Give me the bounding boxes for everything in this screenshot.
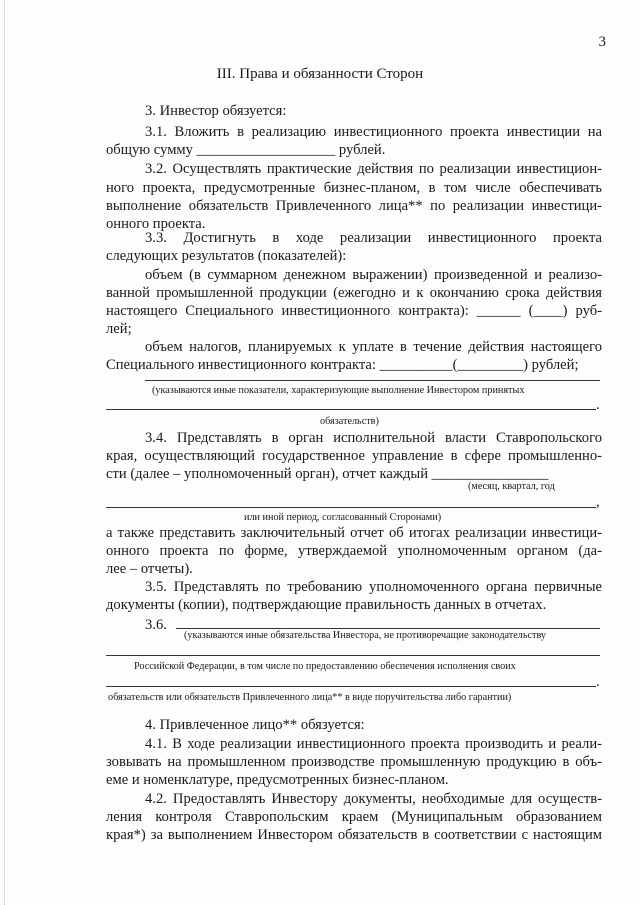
paragraph-line: 3.2. Осуществлять практические действия по реализации инвестицион- [145,161,602,177]
punctuation: . [596,674,600,690]
field-hint: или иной период, согласованный Сторонами) [244,512,442,523]
paragraph-line: края*) за выполнением Инвестором обязательств в соответствии с настоящим [106,827,602,843]
paragraph-line: лей; [106,321,132,337]
paragraph-line: лее – отчеты). [106,561,193,577]
paragraph-line: объем налогов, планируемых к уплате в течение действия настоящего [145,339,602,355]
paragraph-line: 3. Инвестор обязуется: [145,103,287,119]
paragraph-line: 3.6. [145,617,167,633]
punctuation: . [596,397,600,413]
paragraph-line: ления контроля Ставропольским краем (Муниципальным образованием [106,809,602,825]
fill-in-line [106,655,600,656]
paragraph-line: документы (копии), подтверждающие правильность данных в отчетах. [106,597,547,613]
fill-in-line [106,507,596,508]
fill-in-line [176,628,600,629]
field-hint: (указываются иные показатели, характеризующие выполнение Инвестором принятых [152,385,525,396]
paragraph-line: зовывать на промышленном производстве промышленную продукцию в объ- [106,754,602,770]
paragraph-line: ного проекта, предусмотренные бизнес-планом, в том числе обеспечивать [106,180,602,196]
section-heading: III. Права и обязанности Сторон [216,66,424,82]
punctuation: , [596,494,600,510]
paragraph-line: еме и номенклатуре, предусмотренных бизнес-планом. [106,772,449,788]
paragraph-line: настоящего Специального инвестиционного контракта): ______ (____) руб- [106,303,602,319]
field-hint: (указываются иные обязательства Инвестора, не противоречащие законодательству [184,630,547,641]
paragraph-line: края, осуществляющий государственное управление в сфере промышленно- [106,448,602,464]
fill-in-line [106,686,596,687]
paragraph-line: сти (далее – уполномоченный орган), отчет каждый ________________ [106,466,549,482]
paragraph-line: Специального инвестиционного контракта: __________(_________) рублей; [106,357,579,373]
paragraph-line: а также представить заключительный отчет об итогах реализации инвестици- [106,525,602,541]
paragraph-line: 4. Привлеченное лицо** обязуется: [145,717,365,733]
page-number: 3 [598,34,606,50]
paragraph-line: 3.5. Представлять по требованию уполномоченного органа первичные [145,579,602,595]
paragraph-line: 3.1. Вложить в реализацию инвестиционного проекта инвестиции на [145,124,602,140]
paragraph-line: 3.3. Достигнуть в ходе реализации инвестиционного проекта [145,230,602,246]
fill-in-line [145,380,600,381]
paragraph-line: онного проекта. [106,216,206,232]
field-hint: Российской Федерации, в том числе по предоставлению обеспечения исполнения своих [134,661,516,672]
field-hint: обязательств или обязательств Привлеченного лица** в виде поручительства либо гарантии) [108,692,512,703]
paragraph-line: следующих результатов (показателей): [106,248,347,264]
paragraph-line: 4.2. Предоставлять Инвестору документы, необходимые для осуществ- [145,791,602,807]
paragraph-line: объем (в суммарном денежном выражении) произведенной и реализо- [145,267,602,283]
paragraph-line: ванной промышленной продукции (ежегодно и к окончанию срока действия [106,285,602,301]
field-hint: (месяц, квартал, год [468,481,555,492]
fill-in-line [106,409,596,410]
paragraph-line: выполнение обязательств Привлеченного лица** по реализации инвестици- [106,198,602,214]
paragraph-line: 4.1. В ходе реализации инвестиционного проекта производить и реали- [145,736,602,752]
paragraph-line: общую сумму ___________________ рублей. [106,142,386,158]
left-margin-dotted-line [4,0,8,905]
paragraph-line: онного проекта по форме, утверждаемой уполномоченным органом (да- [106,543,602,559]
paragraph-line: 3.4. Представлять в орган исполнительной власти Ставропольского [145,430,602,446]
field-hint: обязательств) [320,416,379,427]
